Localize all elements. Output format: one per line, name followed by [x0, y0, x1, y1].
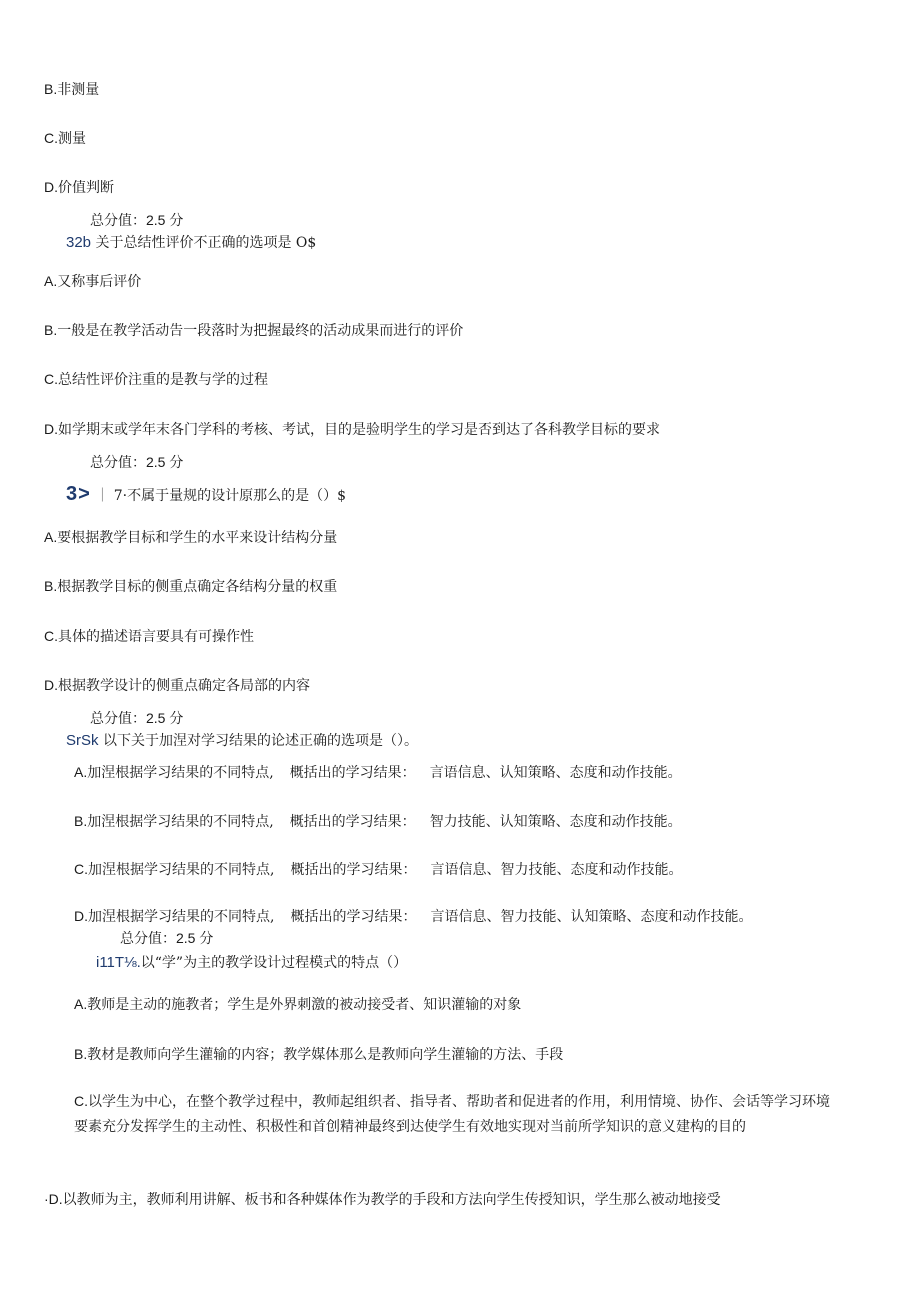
q5-option-a: A.教师是主动的施教者；学生是外界刺激的被动接受者、知识灌输的对象: [74, 996, 522, 1013]
q1-score: 总分值：2.5 分: [90, 212, 184, 228]
q3-score: 总分值：2.5 分: [90, 710, 184, 726]
q2-option-b: B.一般是在教学活动告一段落时为把握最终的活动成果而进行的评价: [44, 322, 464, 339]
q1-option-b: B.非测量: [44, 81, 100, 98]
q3-option-b: B.根据教学目标的侧重点确定各结构分量的权重: [44, 578, 338, 595]
q5-stem: i11T⅛.以“学”为主的教学设计过程模式的特点（）: [96, 954, 408, 971]
q4-option-c: C.加涅根据学习结果的不同特点, 概括出的学习结果： 言语信息、智力技能、态度和动作技能。: [74, 861, 683, 878]
q4-option-d: D.加涅根据学习结果的不同特点, 概括出的学习结果： 言语信息、智力技能、认知策略、态度和动作技能。: [74, 908, 753, 925]
q5-option-b: B.教材是教师向学生灌输的内容；教学媒体那么是教师向学生灌输的方法、手段: [74, 1046, 564, 1063]
q4-score: 总分值：2.5 分: [120, 930, 214, 946]
q5-option-c: C.以学生为中心，在整个教学过程中，教师起组织者、指导者、帮助者和促进者的作用，利用情境、协作、会话等学习环境要素充分发挥学生的主动性、积极性和首创精神最终到达使学生有效地实现对当前所学知识的意义建构的目的: [74, 1093, 830, 1135]
q1-option-c: C.测量: [44, 130, 86, 147]
q3-option-d: D.根据教学设计的侧重点确定各局部的内容: [44, 677, 310, 694]
q3-option-c: C.具体的描述语言要具有可操作性: [44, 628, 254, 645]
q2-score: 总分值：2.5 分: [90, 454, 184, 470]
q4-option-b: B.加涅根据学习结果的不同特点, 概括出的学习结果： 智力技能、认知策略、态度和动作技能。: [74, 813, 682, 830]
q5-option-d: ·D.以教师为主，教师利用讲解、板书和各种媒体作为教学的手段和方法向学生传授知识，学生那么被动地接受: [44, 1191, 721, 1208]
q3-number: 3>: [66, 483, 91, 505]
q4-number: SrSk: [66, 732, 99, 749]
q2-option-d: D.如学期末或学年末各门学科的考核、考试，目的是验明学生的学习是否到达了各科教学目标的要求: [44, 421, 660, 438]
q1-option-d: D.价值判断: [44, 179, 114, 196]
q2-option-a: A.又称事后评价: [44, 273, 142, 290]
q5-number: i11T⅛.: [96, 954, 141, 971]
q4-stem: SrSk 以下关于加涅对学习结果的论述正确的选项是（）。: [66, 732, 418, 749]
q2-number: 32b: [66, 234, 92, 251]
q2-stem: 32b 关于总结性评价不正确的选项是 O$: [66, 234, 317, 251]
q3-stem: 3> ｜ 7·不属于量规的设计原那么的是（）$: [66, 483, 346, 505]
q4-option-a: A.加涅根据学习结果的不同特点, 概括出的学习结果： 言语信息、认知策略、态度和动作技能。: [74, 764, 682, 781]
q2-option-c: C.总结性评价注重的是教与学的过程: [44, 371, 268, 388]
q3-option-a: A.要根据教学目标和学生的水平来设计结构分量: [44, 529, 338, 546]
